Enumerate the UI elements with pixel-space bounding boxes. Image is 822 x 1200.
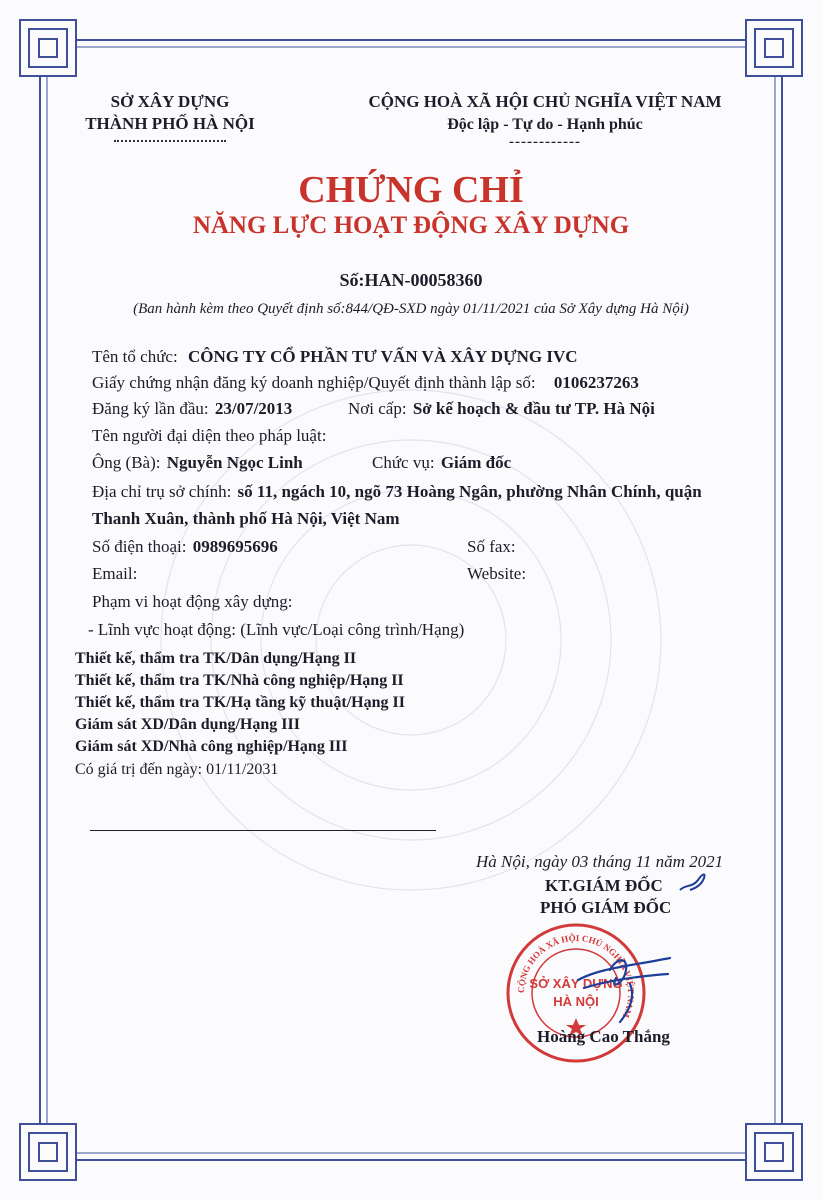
website-label: Website: [467, 564, 527, 583]
agency-underline [114, 140, 226, 142]
certificate-subtitle: NĂNG LỰC HOẠT ĐỘNG XÂY DỰNG [192, 212, 630, 239]
scope-label: Phạm vi hoạt động xây dựng: [92, 592, 293, 611]
issuer-label: Nơi cấp: [348, 399, 407, 418]
email-label: Email: [92, 564, 138, 583]
national-motto: Độc lập - Tự do - Hạnh phúc [447, 116, 643, 133]
initial-mark [678, 870, 712, 894]
issuer-row [348, 399, 655, 419]
national-title: CỘNG HOÀ XÃ HỘI CHỦ NGHĨA VIỆT NAM [368, 92, 722, 111]
motto-dashes: ------------ [509, 134, 581, 150]
cert-row [92, 373, 639, 393]
address-value-2: Thanh Xuân, thành phố Hà Nội, Việt Nam [92, 509, 400, 528]
phone-value: 0989695696 [192, 537, 278, 556]
scope-item: Giám sát XD/Dân dụng/Hạng III [75, 716, 300, 733]
position-label: Chức vụ: [372, 453, 435, 472]
stamp-ring-text: CỘNG HOÀ XÃ HỘI CHỦ NGHĨA VIỆT NAM [515, 932, 637, 1020]
agency-name-line1: SỞ XÂY DỰNG [110, 92, 230, 111]
stamp-center-line1: SỞ XÂY DỰNG [529, 976, 623, 991]
cert-value: 0106237263 [553, 373, 639, 392]
person-label: Ông (Bà): [92, 453, 161, 472]
sign-date: Hà Nội, ngày 03 tháng 11 năm 2021 [476, 852, 724, 871]
scope-item: Thiết kế, thẩm tra TK/Nhà công nghiệp/Hạng II [75, 672, 404, 689]
reg-value: 23/07/2013 [214, 399, 293, 418]
phone-row [92, 537, 278, 557]
sign-title2: PHÓ GIÁM ĐỐC [540, 898, 672, 917]
certificate-title: CHỨNG CHỈ [298, 169, 524, 211]
org-name-value: CÔNG TY CỔ PHẦN TƯ VẤN VÀ XÂY DỰNG IVC [187, 347, 578, 366]
address-value-1: số 11, ngách 10, ngõ 73 Hoàng Ngân, phường Nhân Chính, quận [237, 482, 702, 501]
org-name-label: Tên tổ chức: [92, 347, 178, 366]
stamp-center-line2: HÀ NỘI [553, 994, 599, 1009]
separator-line [90, 830, 436, 831]
person-row [92, 453, 303, 473]
person-value: Nguyễn Ngọc Linh [166, 453, 303, 472]
phone-label: Số điện thoại: [92, 537, 187, 556]
agency-name-line2: THÀNH PHỐ HÀ NỘI [85, 114, 255, 133]
issuer-value: Sở kế hoạch & đầu tư TP. Hà Nội [412, 399, 655, 418]
fax-label: Số fax: [467, 537, 516, 556]
scope-item: Thiết kế, thẩm tra TK/Dân dụng/Hạng II [75, 650, 357, 667]
cert-label: Giấy chứng nhận đăng ký doanh nghiệp/Quyết định thành lập số: [92, 373, 536, 392]
org-name-row [92, 347, 578, 367]
address-label: Địa chỉ trụ sở chính: [92, 482, 232, 501]
validity-date: Có giá trị đến ngày: 01/11/2031 [75, 761, 279, 778]
rep-label: Tên người đại diện theo pháp luật: [92, 426, 327, 445]
scope-item: Thiết kế, thẩm tra TK/Hạ tầng kỹ thuật/Hạng II [75, 694, 405, 711]
signer-name: Hoàng Cao Thắng [537, 1027, 670, 1046]
decision-note: (Ban hành kèm theo Quyết định số:844/QĐ-SXD ngày 01/11/2021 của Sở Xây dựng Hà Nội) [133, 301, 689, 317]
scope-item: Giám sát XD/Nhà công nghiệp/Hạng III [75, 738, 348, 755]
certificate-number: Số:HAN-00058360 [339, 270, 483, 290]
reg-label: Đăng ký lần đầu: [92, 399, 209, 418]
position-row [372, 453, 511, 473]
handwritten-signature [570, 940, 680, 1030]
sign-title1: KT.GIÁM ĐỐC [545, 876, 663, 895]
reg-row [92, 399, 292, 419]
address-row [92, 482, 702, 502]
scope-field-label: - Lĩnh vực hoạt động: (Lĩnh vực/Loại công trình/Hạng) [88, 620, 465, 639]
position-value: Giám đốc [440, 453, 512, 472]
